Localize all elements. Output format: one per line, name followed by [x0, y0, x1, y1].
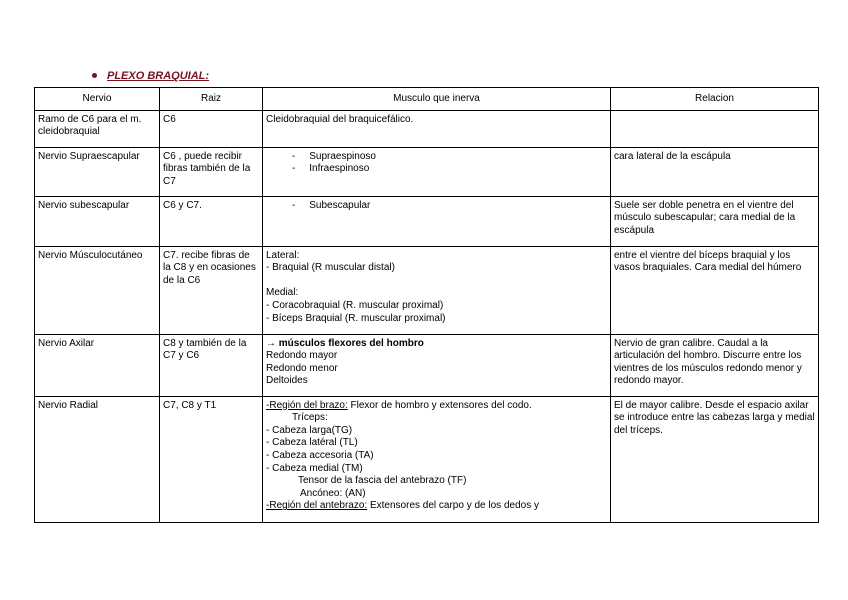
column-header-relacion: Relacion: [611, 88, 819, 111]
muscle-line: -Región del brazo: Flexor de hombro y extensores del codo.: [266, 399, 532, 411]
cell-musculo: [263, 334, 611, 396]
cell-relacion: Nervio de gran calibre. Caudal a la articulación del hombro. Discurre entre los vientres de los músculos redondo menor y redondo mayor.: [611, 334, 819, 396]
table-row: [35, 196, 819, 246]
cell-musculo: Cleidobraquial del braquicefálico.: [263, 110, 611, 147]
muscle-line: Deltoides: [266, 375, 308, 387]
cell-nervio: Ramo de C6 para el m. cleidobraquial: [35, 110, 160, 147]
muscle-line: Medial:: [266, 287, 299, 299]
cell-nervio: Nervio Radial: [35, 396, 160, 522]
muscle-group-heading: → músculos flexores del hombro: [266, 337, 424, 349]
cell-raiz: C8 y también de la C7 y C6: [160, 334, 263, 396]
muscle-line: Lateral:: [266, 249, 300, 261]
column-header-musculo: Musculo que inerva: [263, 88, 611, 111]
cell-musculo: [263, 246, 611, 334]
table-row: [35, 334, 819, 396]
muscle-line: Redondo menor: [266, 362, 338, 374]
spacer-line: [266, 275, 607, 288]
cell-relacion: entre el vientre del bíceps braquial y los vasos braquiales. Cara medial del húmero: [611, 246, 819, 334]
cell-raiz: C6: [160, 110, 263, 147]
cell-musculo: [263, 147, 611, 196]
table-row: [35, 396, 819, 522]
muscle-line: - Infraespinoso: [292, 163, 370, 175]
cell-nervio: Nervio Axilar: [35, 334, 160, 396]
region-brazo-label: Región del brazo:: [269, 399, 348, 411]
muscle-line: - Bíceps Braquial (R. muscular proximal): [266, 312, 446, 324]
table-row: [35, 110, 819, 147]
cell-raiz: C6 y C7.: [160, 196, 263, 246]
table-header-row: [35, 88, 819, 111]
cell-musculo: [263, 196, 611, 246]
muscle-line: - Cabeza latéral (TL): [266, 437, 358, 449]
muscle-line: Redondo mayor: [266, 350, 338, 362]
region-brazo-text: Flexor de hombro y extensores del codo.: [347, 399, 532, 411]
cell-raiz: C6 , puede recibir fibras también de la C7: [160, 147, 263, 196]
region-antebrazo-label: Región del antebrazo:: [269, 500, 368, 512]
cell-raiz: C7. recibe fibras de la C8 y en ocasiones de la C6: [160, 246, 263, 334]
column-header-nervio: Nervio: [35, 88, 160, 111]
muscle-line: - Supraespinoso: [292, 150, 376, 162]
table-row: [35, 246, 819, 334]
muscle-line: -Región del antebrazo: Extensores del carpo y de los dedos y: [266, 500, 539, 512]
cell-nervio: Nervio subescapular: [35, 196, 160, 246]
muscle-line: - Coracobraquial (R. muscular proximal): [266, 299, 444, 311]
cell-relacion: cara lateral de la escápula: [611, 147, 819, 196]
muscle-line: Tríceps:: [292, 412, 328, 424]
cell-nervio: Nervio Músculocutáneo: [35, 246, 160, 334]
heading-text: PLEXO BRAQUIAL:: [107, 70, 210, 82]
muscle-line: - Cabeza accesoria (TA): [266, 449, 374, 461]
muscle-line: - Cabeza medial (TM): [266, 462, 363, 474]
muscle-line: - Braquial (R muscular distal): [266, 262, 395, 274]
muscle-line: - Cabeza larga(TG): [266, 424, 353, 436]
cell-relacion: [611, 110, 819, 147]
region-antebrazo-text: Extensores del carpo y de los dedos y: [367, 500, 539, 512]
table-row: [35, 147, 819, 196]
muscle-line: - Subescapular: [292, 199, 371, 211]
cell-relacion: Suele ser doble penetra en el vientre del músculo subescapular; cara medial de la escápula: [611, 196, 819, 246]
muscle-line: Tensor de la fascia del antebrazo (TF): [298, 475, 467, 487]
cell-musculo: [263, 396, 611, 522]
section-heading: [92, 70, 209, 82]
cell-nervio: Nervio Supraescapular: [35, 147, 160, 196]
bullet-icon: [92, 73, 97, 78]
muscle-line: Ancóneo: (AN): [300, 487, 366, 499]
column-header-raiz: Raiz: [160, 88, 263, 111]
cell-relacion: El de mayor calibre. Desde el espacio axilar se introduce entre las cabezas larga y medial del tríceps.: [611, 396, 819, 522]
nerve-table: [34, 87, 819, 523]
cell-raiz: C7, C8 y T1: [160, 396, 263, 522]
